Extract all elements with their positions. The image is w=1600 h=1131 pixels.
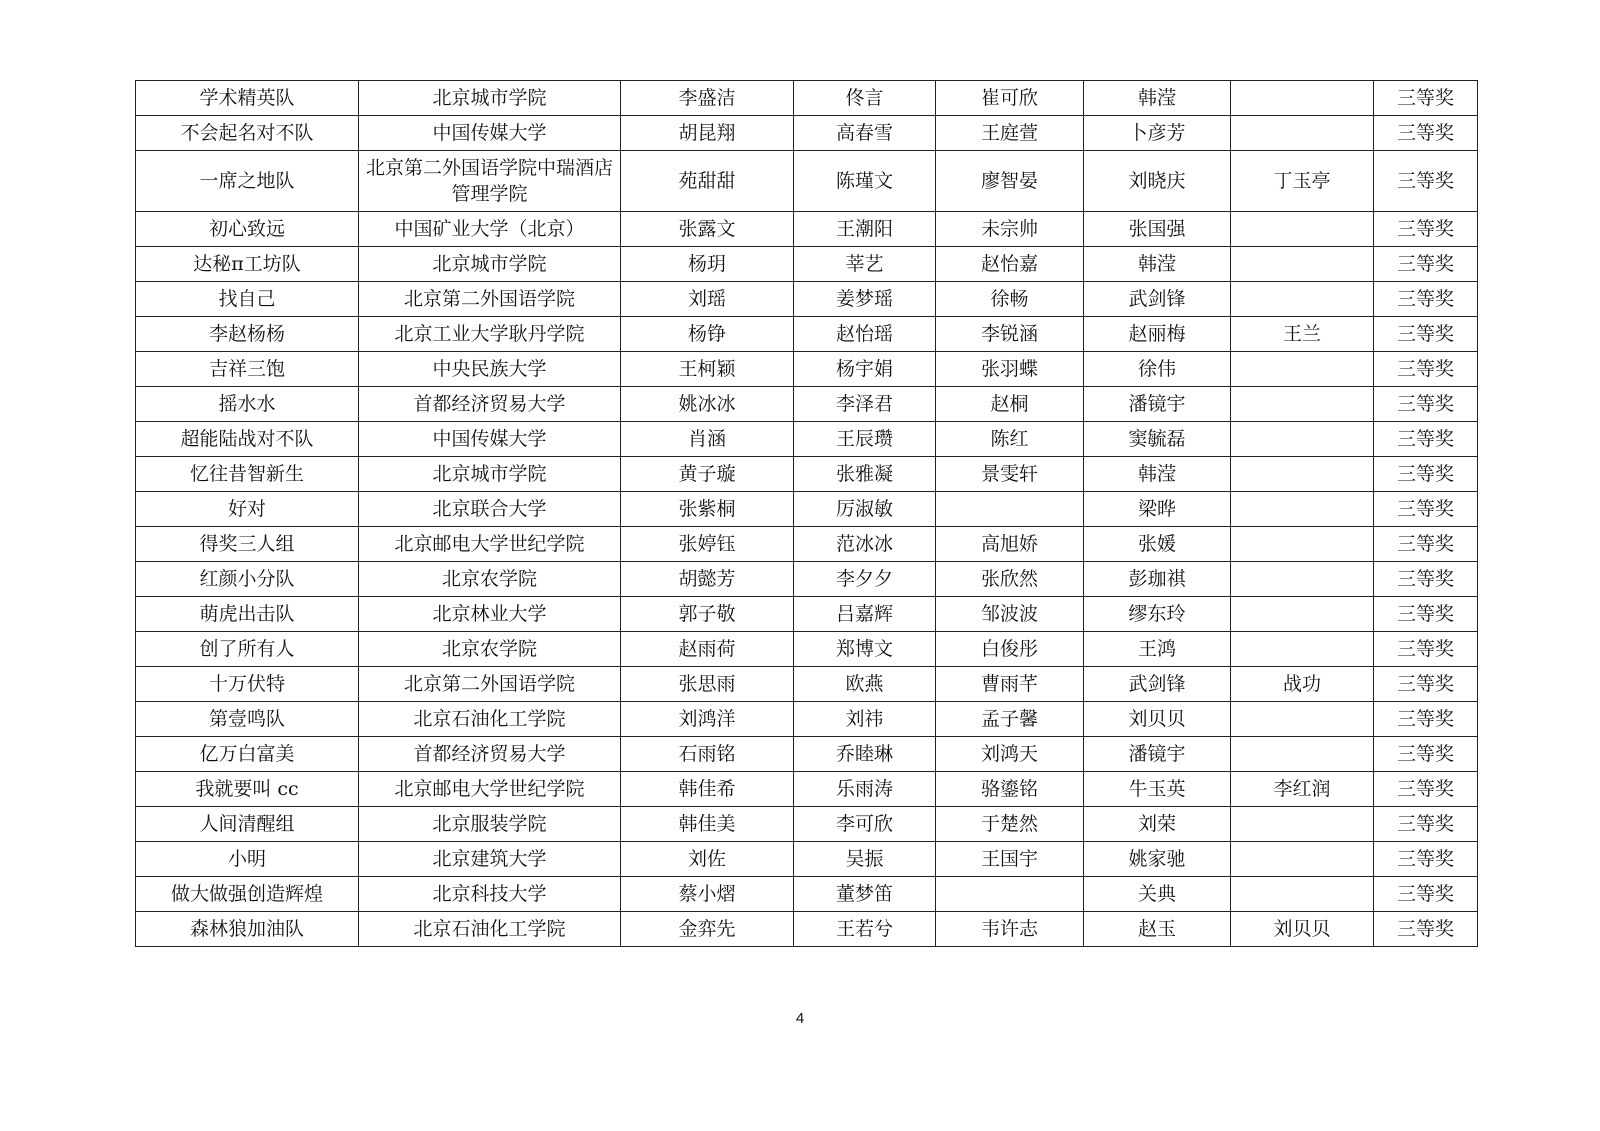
member-1-cell: 金弈先 <box>621 912 794 947</box>
member-2-cell: 赵怡瑶 <box>794 317 936 352</box>
advisor-2-cell <box>1231 562 1374 597</box>
table-row <box>136 151 1478 212</box>
member-3-cell: 于楚然 <box>936 807 1084 842</box>
school-cell: 北京第二外国语学院中瑞酒店管理学院 <box>359 151 621 212</box>
member-2-cell: 王若兮 <box>794 912 936 947</box>
team-name-cell: 萌虎出击队 <box>136 597 359 632</box>
award-cell: 三等奖 <box>1374 282 1478 317</box>
member-3-cell: 张欣然 <box>936 562 1084 597</box>
advisor-1-cell: 张国强 <box>1084 212 1231 247</box>
school-cell: 北京建筑大学 <box>359 842 621 877</box>
table-row <box>136 212 1478 247</box>
member-3-cell: 白俊彤 <box>936 632 1084 667</box>
team-name-cell: 创了所有人 <box>136 632 359 667</box>
team-name-cell: 吉祥三饱 <box>136 352 359 387</box>
school-cell: 首都经济贸易大学 <box>359 737 621 772</box>
member-1-cell: 苑甜甜 <box>621 151 794 212</box>
member-1-cell: 蔡小熠 <box>621 877 794 912</box>
member-3-cell: 刘鸿天 <box>936 737 1084 772</box>
member-3-cell: 高旭娇 <box>936 527 1084 562</box>
member-2-cell: 郑博文 <box>794 632 936 667</box>
advisor-1-cell: 梁晔 <box>1084 492 1231 527</box>
member-2-cell: 厉淑敏 <box>794 492 936 527</box>
advisor-1-cell: 韩滢 <box>1084 81 1231 116</box>
advisor-1-cell: 韩滢 <box>1084 247 1231 282</box>
member-2-cell: 乔睦琳 <box>794 737 936 772</box>
table-row <box>136 562 1478 597</box>
member-2-cell: 高春雪 <box>794 116 936 151</box>
table-row <box>136 527 1478 562</box>
advisor-1-cell: 张媛 <box>1084 527 1231 562</box>
member-2-cell: 刘祎 <box>794 702 936 737</box>
member-1-cell: 张露文 <box>621 212 794 247</box>
advisor-1-cell: 潘镜宇 <box>1084 387 1231 422</box>
member-3-cell: 景雯轩 <box>936 457 1084 492</box>
advisor-1-cell: 姚家驰 <box>1084 842 1231 877</box>
member-3-cell: 韦许志 <box>936 912 1084 947</box>
team-name-cell: 摇水水 <box>136 387 359 422</box>
member-1-cell: 姚冰冰 <box>621 387 794 422</box>
member-1-cell: 张紫桐 <box>621 492 794 527</box>
advisor-2-cell <box>1231 877 1374 912</box>
advisor-2-cell <box>1231 597 1374 632</box>
team-name-cell: 找自己 <box>136 282 359 317</box>
school-cell: 北京石油化工学院 <box>359 702 621 737</box>
table-row <box>136 737 1478 772</box>
team-name-cell: 李赵杨杨 <box>136 317 359 352</box>
team-name-cell: 得奖三人组 <box>136 527 359 562</box>
team-name-cell: 第壹鸣队 <box>136 702 359 737</box>
advisor-1-cell: 徐伟 <box>1084 352 1231 387</box>
member-1-cell: 刘佐 <box>621 842 794 877</box>
member-2-cell: 杨宇娟 <box>794 352 936 387</box>
advisor-1-cell: 武剑锋 <box>1084 282 1231 317</box>
member-1-cell: 王柯颖 <box>621 352 794 387</box>
advisor-1-cell: 关典 <box>1084 877 1231 912</box>
member-2-cell: 李可欣 <box>794 807 936 842</box>
team-name-cell: 我就要叫 cc <box>136 772 359 807</box>
member-3-cell: 崔可欣 <box>936 81 1084 116</box>
award-cell: 三等奖 <box>1374 737 1478 772</box>
member-1-cell: 赵雨荷 <box>621 632 794 667</box>
advisor-1-cell: 卜彦芳 <box>1084 116 1231 151</box>
award-cell: 三等奖 <box>1374 247 1478 282</box>
member-3-cell: 曹雨芊 <box>936 667 1084 702</box>
table-row <box>136 116 1478 151</box>
member-2-cell: 吴振 <box>794 842 936 877</box>
advisor-1-cell: 潘镜宇 <box>1084 737 1231 772</box>
school-cell: 中国传媒大学 <box>359 422 621 457</box>
table-row <box>136 912 1478 947</box>
award-cell: 三等奖 <box>1374 632 1478 667</box>
team-name-cell: 学术精英队 <box>136 81 359 116</box>
advisor-2-cell: 刘贝贝 <box>1231 912 1374 947</box>
table-row <box>136 282 1478 317</box>
advisor-2-cell: 战功 <box>1231 667 1374 702</box>
advisor-2-cell <box>1231 807 1374 842</box>
member-1-cell: 韩佳希 <box>621 772 794 807</box>
member-2-cell: 王潮阳 <box>794 212 936 247</box>
member-2-cell: 王辰瓒 <box>794 422 936 457</box>
advisor-2-cell: 丁玉亭 <box>1231 151 1374 212</box>
table-row <box>136 597 1478 632</box>
awards-table <box>135 80 1478 947</box>
advisor-1-cell: 赵丽梅 <box>1084 317 1231 352</box>
advisor-1-cell: 牛玉英 <box>1084 772 1231 807</box>
table-row <box>136 807 1478 842</box>
member-1-cell: 刘瑶 <box>621 282 794 317</box>
team-name-cell: 森林狼加油队 <box>136 912 359 947</box>
school-cell: 北京科技大学 <box>359 877 621 912</box>
table-row <box>136 457 1478 492</box>
member-3-cell: 徐畅 <box>936 282 1084 317</box>
school-cell: 北京邮电大学世纪学院 <box>359 772 621 807</box>
member-1-cell: 杨玥 <box>621 247 794 282</box>
member-1-cell: 韩佳美 <box>621 807 794 842</box>
team-name-cell: 做大做强创造辉煌 <box>136 877 359 912</box>
team-name-cell: 忆往昔智新生 <box>136 457 359 492</box>
member-1-cell: 张思雨 <box>621 667 794 702</box>
table-row <box>136 387 1478 422</box>
member-1-cell: 胡懿芳 <box>621 562 794 597</box>
member-3-cell: 廖智晏 <box>936 151 1084 212</box>
award-cell: 三等奖 <box>1374 597 1478 632</box>
award-cell: 三等奖 <box>1374 81 1478 116</box>
member-1-cell: 胡昆翔 <box>621 116 794 151</box>
advisor-2-cell <box>1231 842 1374 877</box>
table-row <box>136 81 1478 116</box>
award-cell: 三等奖 <box>1374 352 1478 387</box>
page-number: 4 <box>795 1010 805 1027</box>
advisor-1-cell: 武剑锋 <box>1084 667 1231 702</box>
team-name-cell: 不会起名对不队 <box>136 116 359 151</box>
school-cell: 中央民族大学 <box>359 352 621 387</box>
member-2-cell: 陈瑾文 <box>794 151 936 212</box>
advisor-1-cell: 刘荣 <box>1084 807 1231 842</box>
advisor-2-cell <box>1231 352 1374 387</box>
advisor-2-cell <box>1231 737 1374 772</box>
school-cell: 中国传媒大学 <box>359 116 621 151</box>
table-row <box>136 632 1478 667</box>
member-3-cell: 未宗帅 <box>936 212 1084 247</box>
table-row <box>136 352 1478 387</box>
member-2-cell: 乐雨涛 <box>794 772 936 807</box>
award-cell: 三等奖 <box>1374 702 1478 737</box>
table-row <box>136 492 1478 527</box>
member-2-cell: 佟言 <box>794 81 936 116</box>
award-cell: 三等奖 <box>1374 116 1478 151</box>
member-1-cell: 黄子璇 <box>621 457 794 492</box>
member-2-cell: 欧燕 <box>794 667 936 702</box>
advisor-2-cell <box>1231 81 1374 116</box>
member-3-cell: 赵怡嘉 <box>936 247 1084 282</box>
table-row <box>136 702 1478 737</box>
member-2-cell: 姜梦瑶 <box>794 282 936 317</box>
advisor-1-cell: 王鸿 <box>1084 632 1231 667</box>
table-body <box>136 81 1478 947</box>
award-cell: 三等奖 <box>1374 492 1478 527</box>
advisor-2-cell <box>1231 492 1374 527</box>
table-row <box>136 422 1478 457</box>
member-1-cell: 郭子敬 <box>621 597 794 632</box>
team-name-cell: 达秘π工坊队 <box>136 247 359 282</box>
school-cell: 北京林业大学 <box>359 597 621 632</box>
member-1-cell: 杨铮 <box>621 317 794 352</box>
advisor-1-cell: 彭珈祺 <box>1084 562 1231 597</box>
member-2-cell: 李夕夕 <box>794 562 936 597</box>
member-1-cell: 李盛洁 <box>621 81 794 116</box>
team-name-cell: 初心致远 <box>136 212 359 247</box>
award-cell: 三等奖 <box>1374 457 1478 492</box>
member-3-cell: 王国宇 <box>936 842 1084 877</box>
member-3-cell: 李锐涵 <box>936 317 1084 352</box>
member-3-cell <box>936 877 1084 912</box>
school-cell: 北京邮电大学世纪学院 <box>359 527 621 562</box>
member-3-cell: 王庭萱 <box>936 116 1084 151</box>
member-2-cell: 范冰冰 <box>794 527 936 562</box>
team-name-cell: 亿万白富美 <box>136 737 359 772</box>
advisor-2-cell <box>1231 212 1374 247</box>
advisor-1-cell: 窦毓磊 <box>1084 422 1231 457</box>
table-row <box>136 667 1478 702</box>
advisor-1-cell: 韩滢 <box>1084 457 1231 492</box>
member-2-cell: 莘艺 <box>794 247 936 282</box>
advisor-2-cell <box>1231 527 1374 562</box>
advisor-2-cell <box>1231 387 1374 422</box>
award-cell: 三等奖 <box>1374 912 1478 947</box>
table-row <box>136 842 1478 877</box>
award-cell: 三等奖 <box>1374 317 1478 352</box>
table-row <box>136 247 1478 282</box>
advisor-2-cell <box>1231 247 1374 282</box>
member-2-cell: 李泽君 <box>794 387 936 422</box>
advisor-2-cell: 王兰 <box>1231 317 1374 352</box>
member-2-cell: 董梦笛 <box>794 877 936 912</box>
member-2-cell: 吕嘉辉 <box>794 597 936 632</box>
award-cell: 三等奖 <box>1374 422 1478 457</box>
school-cell: 北京第二外国语学院 <box>359 282 621 317</box>
member-2-cell: 张雅凝 <box>794 457 936 492</box>
award-cell: 三等奖 <box>1374 562 1478 597</box>
member-3-cell: 张羽蝶 <box>936 352 1084 387</box>
table-row <box>136 772 1478 807</box>
award-cell: 三等奖 <box>1374 527 1478 562</box>
member-3-cell: 赵桐 <box>936 387 1084 422</box>
team-name-cell: 十万伏特 <box>136 667 359 702</box>
advisor-2-cell <box>1231 282 1374 317</box>
team-name-cell: 小明 <box>136 842 359 877</box>
award-cell: 三等奖 <box>1374 212 1478 247</box>
school-cell: 首都经济贸易大学 <box>359 387 621 422</box>
member-3-cell: 骆鎏铭 <box>936 772 1084 807</box>
school-cell: 北京农学院 <box>359 562 621 597</box>
advisor-1-cell: 缪东玲 <box>1084 597 1231 632</box>
team-name-cell: 红颜小分队 <box>136 562 359 597</box>
member-1-cell: 肖涵 <box>621 422 794 457</box>
advisor-2-cell <box>1231 422 1374 457</box>
member-3-cell: 陈红 <box>936 422 1084 457</box>
award-cell: 三等奖 <box>1374 772 1478 807</box>
award-cell: 三等奖 <box>1374 807 1478 842</box>
award-cell: 三等奖 <box>1374 667 1478 702</box>
advisor-2-cell <box>1231 702 1374 737</box>
advisor-2-cell <box>1231 457 1374 492</box>
school-cell: 中国矿业大学（北京） <box>359 212 621 247</box>
member-3-cell: 邹波波 <box>936 597 1084 632</box>
member-1-cell: 刘鸿洋 <box>621 702 794 737</box>
school-cell: 北京城市学院 <box>359 457 621 492</box>
team-name-cell: 好对 <box>136 492 359 527</box>
member-3-cell <box>936 492 1084 527</box>
award-cell: 三等奖 <box>1374 387 1478 422</box>
team-name-cell: 超能陆战对不队 <box>136 422 359 457</box>
team-name-cell: 人间清醒组 <box>136 807 359 842</box>
table-row <box>136 877 1478 912</box>
award-cell: 三等奖 <box>1374 151 1478 212</box>
school-cell: 北京联合大学 <box>359 492 621 527</box>
award-cell: 三等奖 <box>1374 842 1478 877</box>
table-row <box>136 317 1478 352</box>
advisor-2-cell <box>1231 116 1374 151</box>
member-1-cell: 石雨铭 <box>621 737 794 772</box>
advisor-2-cell: 李红润 <box>1231 772 1374 807</box>
school-cell: 北京石油化工学院 <box>359 912 621 947</box>
school-cell: 北京城市学院 <box>359 247 621 282</box>
school-cell: 北京第二外国语学院 <box>359 667 621 702</box>
advisor-2-cell <box>1231 632 1374 667</box>
advisor-1-cell: 刘贝贝 <box>1084 702 1231 737</box>
advisor-1-cell: 刘晓庆 <box>1084 151 1231 212</box>
school-cell: 北京服装学院 <box>359 807 621 842</box>
member-1-cell: 张婷钰 <box>621 527 794 562</box>
advisor-1-cell: 赵玉 <box>1084 912 1231 947</box>
school-cell: 北京农学院 <box>359 632 621 667</box>
school-cell: 北京工业大学耿丹学院 <box>359 317 621 352</box>
school-cell: 北京城市学院 <box>359 81 621 116</box>
member-3-cell: 孟子馨 <box>936 702 1084 737</box>
team-name-cell: 一席之地队 <box>136 151 359 212</box>
award-cell: 三等奖 <box>1374 877 1478 912</box>
